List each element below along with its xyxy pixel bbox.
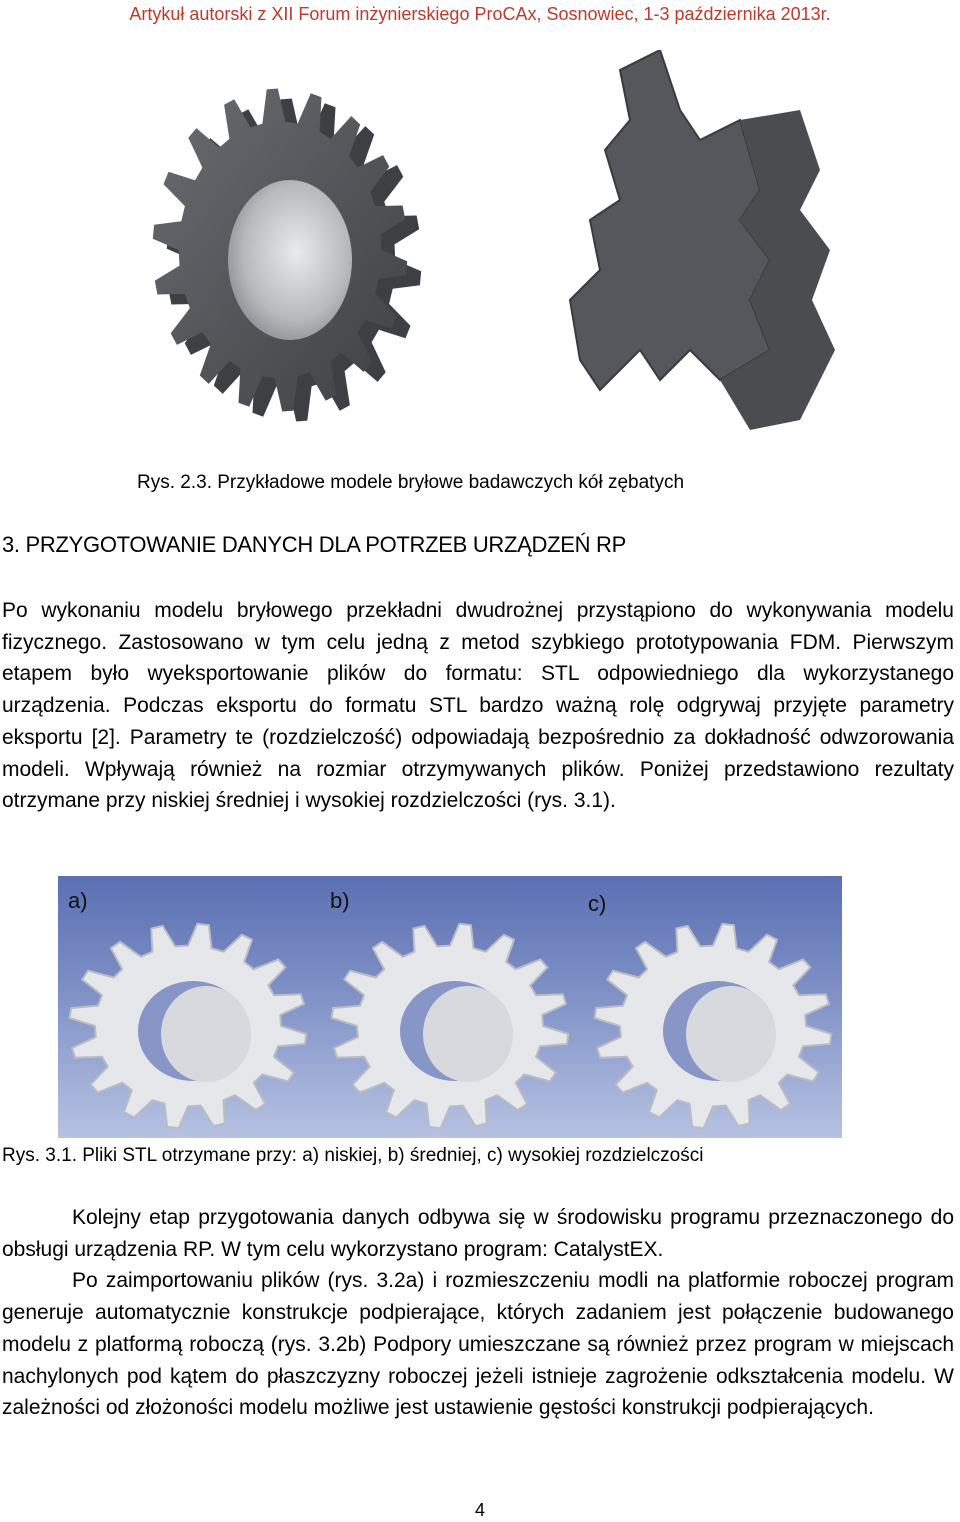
panel-label-c: c) (588, 891, 607, 916)
section-3-heading: 3. PRZYGOTOWANIE DANYCH DLA POTRZEB URZĄDZEŃ RP (2, 532, 626, 557)
gear-models-figure (100, 50, 880, 460)
stl-panel-low (58, 876, 317, 1138)
paragraph-export-stl (2, 595, 954, 817)
stl-resolution-figure (58, 876, 842, 1138)
paragraph-text: Po wykonaniu modelu bryłowego przekładni dwudrożnej przystąpiono do wykonywania modelu fizycznego. Zastosowano w tym celu jedną z metod szybkiego prototypowania FDM. Pierwszym etapem było wyeksportowanie plików do formatu: STL odpowiedniego dla wykorzystanego urządzenia. Podczas eksportu do formatu STL bardzo ważną rolę odgrywaj przyjęte parametry eksportu [2]. Parametry te (rozdzielczość) odpowiadają bezpośrednio za dokładność odwzorowania modeli. Wpływają również na rozmiar otrzymywanych plików. Poniżej przedstawiono rezultaty otrzymane przy niskiej średniej i wysokiej rozdzielczości (rys. 3.1). (2, 599, 954, 813)
gear-segment-model (570, 50, 835, 430)
paragraph-text: Po zaimportowaniu plików (rys. 3.2a) i rozmieszczeniu modli na platformie roboczej program generuje automatycznie konstrukcje podpierające, których zadaniem jest połączenie budowanego modelu z platformą roboczą (rys. 3.2b) Podpory umieszczane są również przez program w miejscach nachylonych pod kątem do płaszczyzny roboczej jeżeli istnieje zagrożenie odkształcenia modelu. W zależności od złożoności modelu możliwe jest ustawienie gęstości konstrukcji podpierających. (2, 1269, 954, 1420)
page-number: 4 (474, 1500, 485, 1520)
panel-label-b: b) (330, 888, 350, 913)
stl-panel-medium (320, 876, 579, 1138)
spur-gear-model (153, 89, 421, 422)
running-header: Artykuł autorski z XII Forum inżynierskiego ProCAx, Sosnowiec, 1-3 października 2013r. (129, 4, 831, 24)
paragraph-text: Kolejny etap przygotowania danych odbywa się w środowisku programu przeznaczonego do obsługi urządzenia RP. W tym celu wykorzystano program: CatalystEX. (2, 1206, 954, 1261)
figure-2-3-caption: Rys. 2.3. Przykładowe modele bryłowe badawczych kół zębatych (137, 472, 685, 493)
paragraph-catalystex (2, 1202, 954, 1424)
panel-label-a: a) (68, 888, 88, 913)
stl-panel-high (583, 876, 842, 1138)
figure-3-1-caption: Rys. 3.1. Pliki STL otrzymane przy: a) niskiej, b) średniej, c) wysokiej rozdzielczości (2, 1145, 704, 1166)
